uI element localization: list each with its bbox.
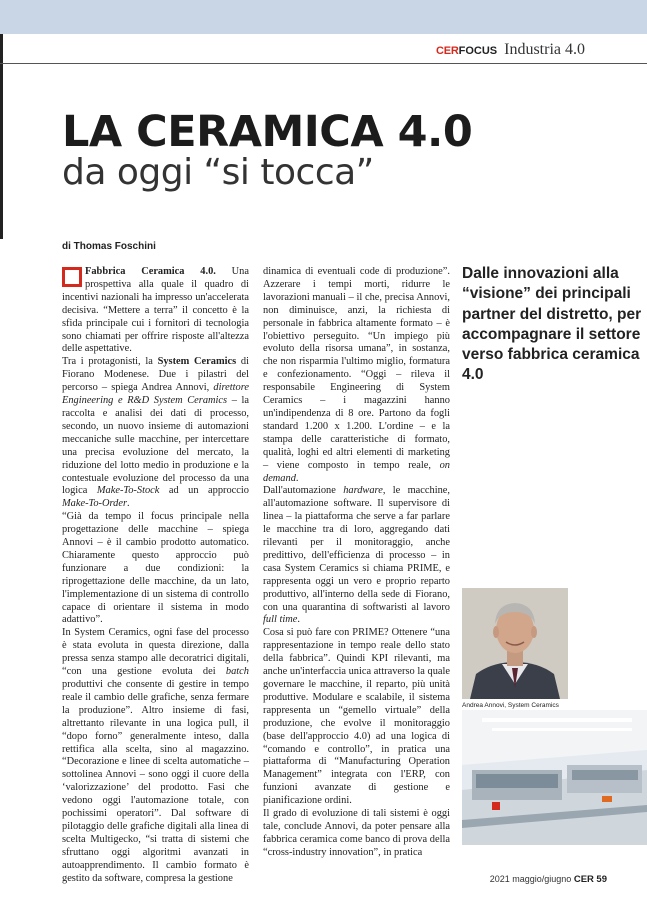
paragraph: “Già da tempo il focus principale nella progettazione delle macchine – spiega Annovi – è il cambio prodotto automatico. Chiaramente questo approccio può funzionare a due condizioni: la riprogettazione delle macchine, da un lato, l'implementazione di un sistema di controllo capace di orientare il sistema in modo adattivo”. [62,511,249,626]
paragraph: Il grado di evoluzione di tali sistemi è oggi tale, conclude Annovi, da poter pensare alla fabbrica ceramica come banco di prova della “cross-industry innovation”, in pratica [263,808,450,858]
magazine-name: CER [573,874,594,885]
article-title: LA CERAMICA 4.0 [62,107,473,157]
text-run: Tra i protagonisti, la [62,356,158,368]
paragraph [62,266,249,356]
text-run: , le macchine, all'automazione software. Il supervisore di linea – la piattaforma che serve a far parlare le macchine tra di loro, aggregando dati rilevanti per il monitoraggio, anche predittivo, dell'efficienza di processo – in casa System Ceramics si chiama PRIME, e rappresenta oggi un vero e proprio reparto produttivo, all'interno della sede di Fiorano, con una quarantina di softwaristi al lavoro [263,485,450,613]
brand-focus: FOCUS [458,45,498,57]
job-title: direttore Engineering e R&D System Ceramics [62,382,249,407]
section-title: Industria 4.0 [504,41,585,58]
paragraph [62,356,249,511]
brand-cer: CER [436,45,459,57]
paragraph [263,485,450,627]
term: on demand [263,459,450,484]
term: hardware [343,485,383,497]
paragraph [263,266,450,485]
top-color-band [0,0,647,34]
issue-date: 2021 maggio/giugno [489,874,572,884]
factory-illustration [462,710,647,845]
text-run: . [297,614,300,626]
factory-photo [462,710,647,845]
term: Make-To-Order [62,498,128,510]
page-footer [490,874,607,885]
text-run: . [127,498,130,510]
byline: di Thomas Foschini [62,241,156,252]
red-square-marker [62,267,82,287]
text-run: – la raccolta e analisi dei dati di processo, secondo, un nuovo insieme di automazioni meccaniche sulle macchine, per intercettare una precisa evoluzione del mercato, la riduzione del lotto medio in produzione e la contestuale evoluzione del processo da una logica [62,395,250,497]
text-run: Dall'automazione [263,485,344,497]
paragraph [62,627,249,885]
company-name: System Ceramics [157,356,237,368]
pull-quote: Dalle innovazioni alla “visione” dei principali partner del distretto, per accompagnare il settore verso fabbrica ceramica 4.0 [462,265,642,384]
term: full time [263,614,298,626]
text-run: dinamica di eventuali code di produzione”. Azzerare i tempi morti, ridurre le lavorazioni manuali – il che, precisa Annovi, non diminuisce, anzi, la richiesta di personale in fabbrica altamente formato – è l'obiettivo perseguito. “Un impiego più evoluto della risorsa umana”, in sostanza, che non risparmia l'ultimo miglio, formatura e confezionamento. “Oggi – rileva il responsabile Engineering di System Ceramics – i magazzini hanno un'indipendenza di 8 ore. Partono da fogli standard 1.200 x 1.200. L'ordine – e la stampa delle caratteristiche di formato, qualità, loghi ed altri elementi di marketing – viene composto in tempo reale, [263,266,450,471]
paragraph: Cosa si può fare con PRIME? Ottenere “una rappresentazione in tempo reale dello stato della fabbrica”. Quindi KPI rilevanti, ma anche un'interfaccia unica attraverso la quale governare le macchine, il reparto, più unità produttive. Modulare e scalabile, il sistema rappresenta un “gemello virtuale” della produzione, che evolve il monitoraggio (base dell'approccio 4.0) ad una logica di “comando e controllo”, in pratica una piattaforma di “Manufacturing Operation Management” integrata con l'ERP, con funzioni avanzate di gestione e pianificazione ordini. [263,627,450,807]
left-edge-strip [0,34,3,239]
text-run: produttivi che consente di gestire in tempo reale il cambio delle grafiche, senza fermare la produzione”. Altro insieme di fasi, altrettanto rilevante in una logica pull, il “dopo forno” generalmente inteso, dalla rettifica alla scelta, sino al magazzino. “Decorazione e linee di scelta automatiche – sottolinea Annovi – sono oggi il cuore della ‘valorizzazione’ del prodotto. Fasi che vedono oggi l'automazione totale, con pochissimi operatori”. Dal software di pilotaggio delle grafiche digitali alla linea di scelta Multigecko, “si tratta di sistemi che sfruttano oggi algoritmi avanzati in autoapprendimento. Il cambio formato è gestito da software, compresa la gestione [62,679,249,884]
text-run: di Fiorano Modenese. Due i pilastri del percorso – spiega Andrea Annovi, [62,356,249,394]
term: Make-To-Stock [96,485,160,497]
text-run: . [295,472,299,484]
text-run: Una prospettiva alla quale il quadro di incentivi nazionali ha impresso un'accelerata decisiva. “Mettere a terra” il concetto è la sfida principale cui i fornitori di tecnologia sono chiamati per offrire risposte all'altezza delle aspettative. [62,266,249,355]
term: batch [225,666,249,678]
lead-bold: Fabbrica Ceramica 4.0. [85,266,216,277]
portrait-illustration [462,588,568,699]
text-run: In System Ceramics, ogni fase del processo è stata evoluta in questa direzione, dalla pressa senza stampo alle decoratrici digitali, “con una gestione evoluta dei [62,627,249,678]
section-header [436,40,585,61]
text-run: ad un approccio [159,485,249,497]
body-column-2 [263,266,450,860]
article-subtitle: da oggi “si tocca” [62,152,374,193]
header-rule [0,63,647,64]
portrait-photo [462,588,568,699]
body-column-1 [62,266,249,886]
page-number: 59 [596,874,607,885]
photo-caption: Andrea Annovi, System Ceramics [462,702,559,709]
